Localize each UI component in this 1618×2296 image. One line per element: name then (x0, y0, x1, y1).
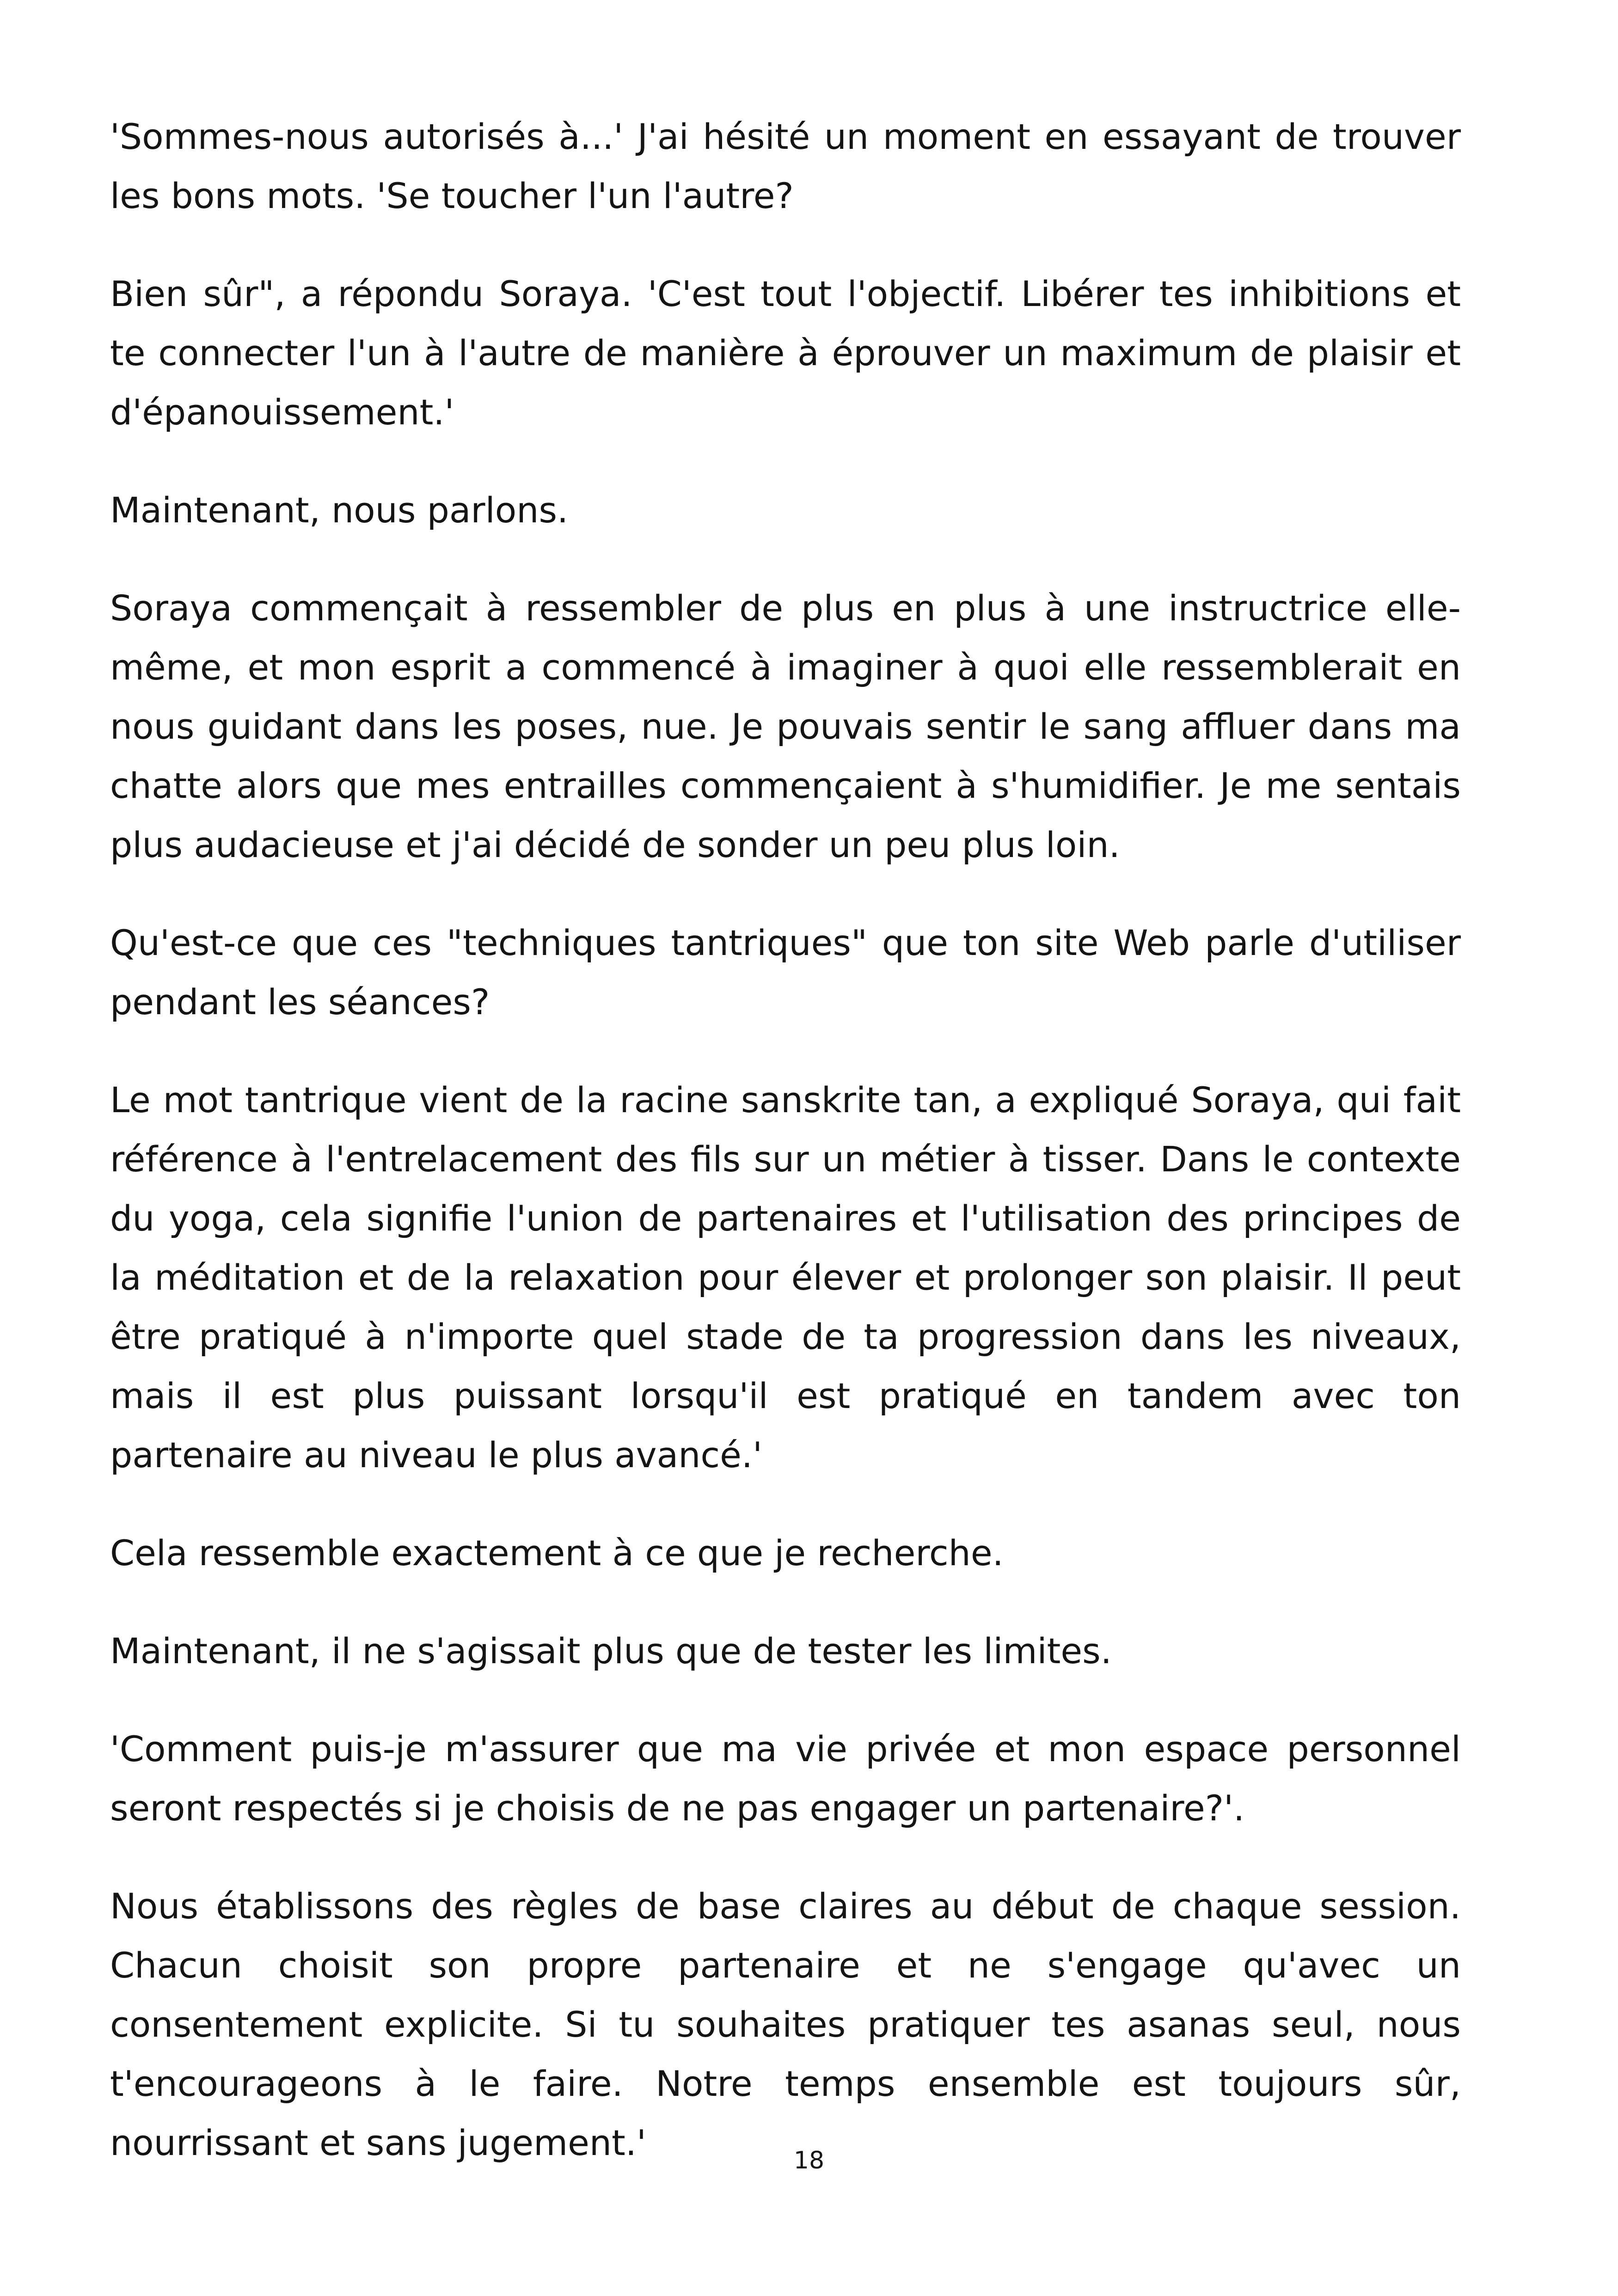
paragraph-7: Cela ressemble exactement à ce que je recherche. (110, 1532, 1004, 1574)
body-text (110, 107, 1461, 2211)
paragraph-6: Le mot tantrique vient de la racine sanskrite tan, a expliqué Soraya, qui fait référence à l'entrelacement des fils sur un métier à tisser. Dans le contexte du yoga, cela signifie l'union de partenaires et l'utilisation des principes de la méditation et de la relaxation pour élever et prolonger son plaisir. Il peut être pratiqué à n'importe quel stade de ta progression dans les niveaux, mais il est plus puissant lorsqu'il est pratiqué en tandem avec ton partenaire au niveau le plus avancé.' (110, 1079, 1461, 1476)
paragraph-8: Maintenant, il ne s'agissait plus que de tester les limites. (110, 1630, 1112, 1671)
paragraph-10: Nous établissons des règles de base claires au début de chaque session. Chacun choisit son propre partenaire et ne s'engage qu'avec un consentement explicite. Si tu souhaites pratiquer tes asanas seul, nous t'encourageons à le faire. Notre temps ensemble est toujours sûr, nourrissant et sans jugement.' (110, 1886, 1461, 2163)
paragraph-9: 'Comment puis-je m'assurer que ma vie privée et mon espace personnel seront respectés si je choisis de ne pas engager un partenaire?'. (110, 1728, 1461, 1829)
paragraph-4: Soraya commençait à ressembler de plus en plus à une instructrice elle-même, et mon esprit a commencé à imaginer à quoi elle ressemblerait en nous guidant dans les poses, nue. Je pouvais sentir le sang affluer dans ma chatte alors que mes entrailles commençaient à s'humidifier. Je me sentais plus audacieuse et j'ai décidé de sonder un peu plus loin. (110, 588, 1461, 865)
paragraph-5: Qu'est-ce que ces "techniques tantriques" que ton site Web parle d'utiliser pendant les séances? (110, 922, 1461, 1022)
paragraph-3: Maintenant, nous parlons. (110, 490, 569, 531)
page-number: 18 (793, 2147, 825, 2174)
paragraph-1: 'Sommes-nous autorisés à...' J'ai hésité un moment en essayant de trouver les bons mots. 'Se toucher l'un l'autre? (110, 116, 1461, 216)
paragraph-2: Bien sûr", a répondu Soraya. 'C'est tout l'objectif. Libérer tes inhibitions et te connecter l'un à l'autre de manière à éprouver un maximum de plaisir et d'épanouissement.' (110, 273, 1461, 433)
